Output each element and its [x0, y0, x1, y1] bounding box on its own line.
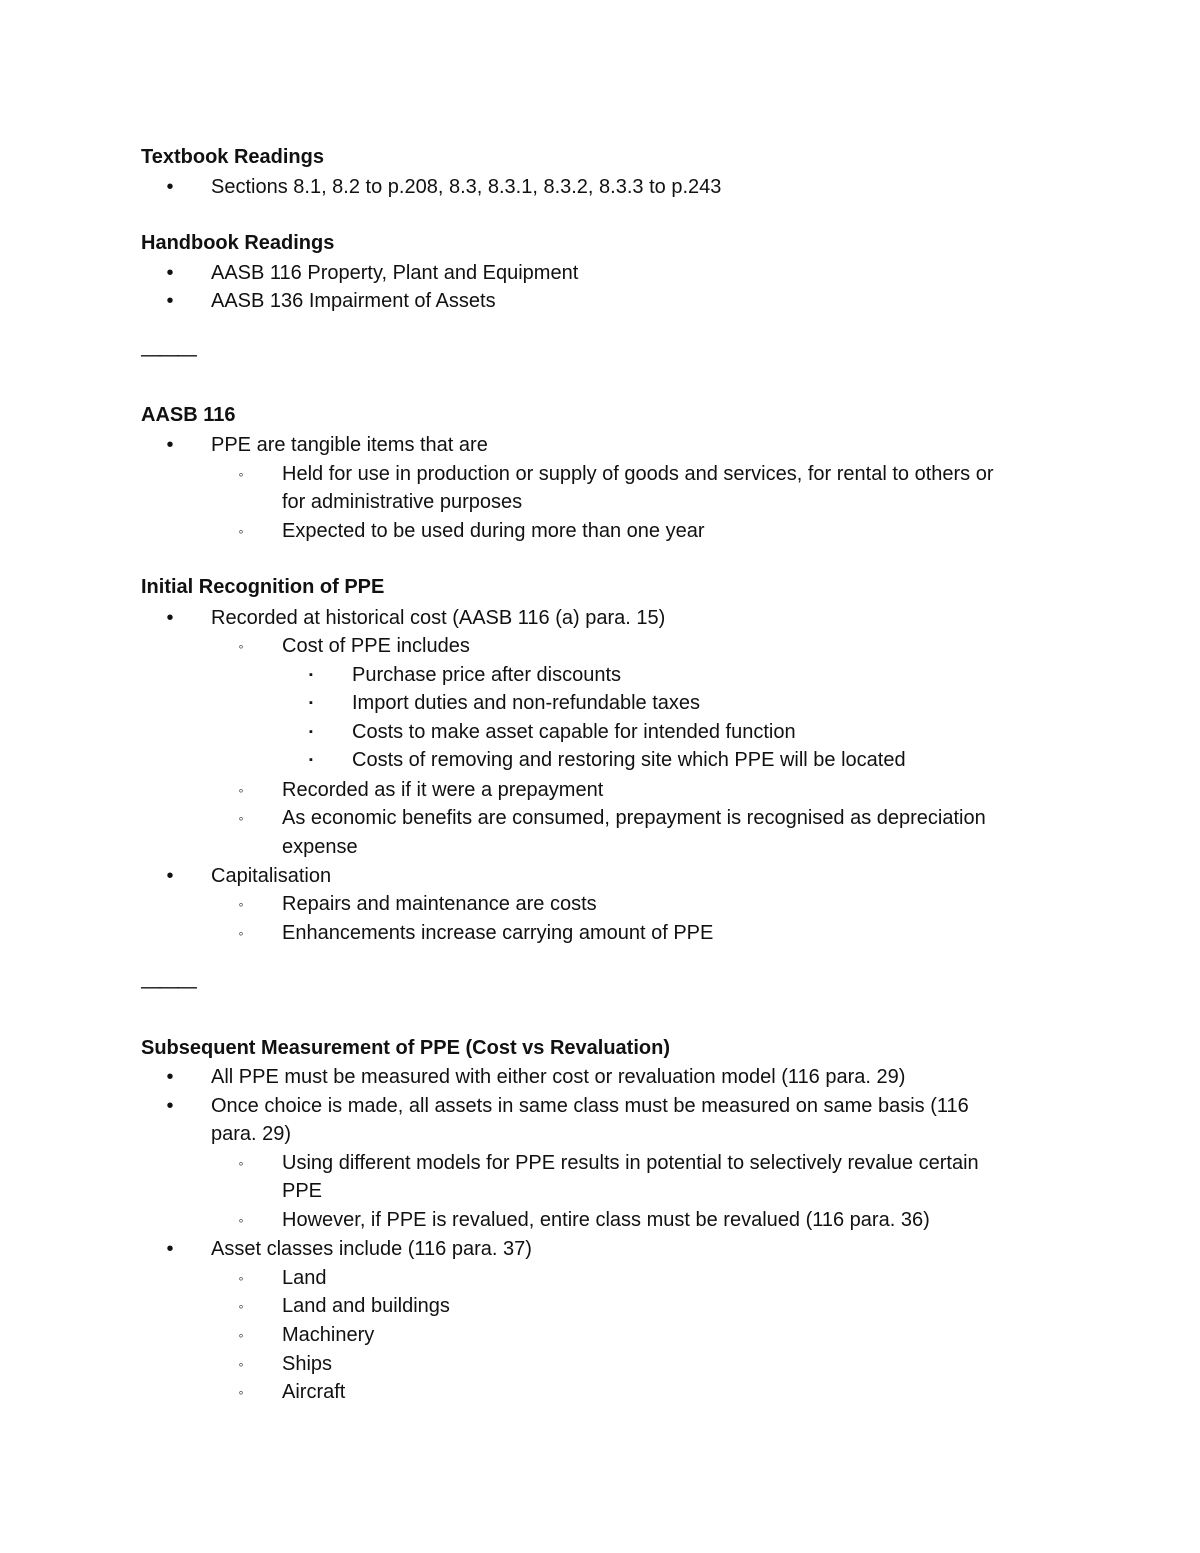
section-heading: AASB 116	[141, 404, 236, 426]
list-item	[0, 862, 1200, 890]
list-item	[0, 1350, 1200, 1378]
bullet-marker-icon: •	[166, 290, 174, 312]
list-item-text: expense	[282, 836, 358, 858]
bullet-marker-icon: •	[166, 865, 174, 887]
section-heading: Textbook Readings	[141, 146, 324, 168]
list-item-text: Enhancements increase carrying amount of PPE	[282, 922, 714, 944]
list-item-text: Costs to make asset capable for intended function	[352, 721, 796, 743]
bullet-marker-icon: •	[166, 176, 174, 198]
list-item	[0, 1206, 1200, 1234]
bullet-marker-icon: ◦	[238, 1298, 244, 1314]
bullet-marker-icon: •	[166, 434, 174, 456]
list-item	[0, 746, 1200, 774]
list-item-text: Capitalisation	[211, 865, 332, 887]
bullet-marker-icon: ◦	[238, 1356, 244, 1372]
list-item-text: PPE are tangible items that are	[211, 434, 488, 456]
bullet-marker-icon: ◦	[238, 896, 244, 912]
bullet-marker-icon: ◦	[238, 1384, 244, 1400]
list-item-text: AASB 136 Impairment of Assets	[211, 290, 496, 312]
list-item-text: Once choice is made, all assets in same class must be measured on same basis (116	[211, 1095, 969, 1117]
section-heading: Initial Recognition of PPE	[141, 576, 385, 598]
list-item	[0, 718, 1200, 746]
bullet-marker-icon: •	[166, 1238, 174, 1260]
section-divider: ———	[141, 976, 195, 998]
list-item-text: PPE	[282, 1180, 323, 1202]
bullet-marker-icon: •	[166, 262, 174, 284]
list-item	[0, 689, 1200, 717]
list-item	[0, 259, 1200, 287]
list-item	[0, 1378, 1200, 1406]
bullet-marker-icon: ◦	[238, 1212, 244, 1228]
bullet-marker-icon: ◦	[238, 1327, 244, 1343]
section-divider: ———	[141, 344, 195, 366]
list-item	[0, 1321, 1200, 1349]
list-item-continuation	[0, 833, 1200, 861]
bullet-marker-icon: ◦	[238, 810, 244, 826]
list-item-text: Land and buildings	[282, 1295, 450, 1317]
bullet-marker-icon: ◦	[238, 1155, 244, 1171]
list-item-continuation	[0, 1177, 1200, 1205]
list-item	[0, 1092, 1200, 1120]
bullet-marker-icon: ▪	[309, 697, 313, 709]
bullet-marker-icon: •	[166, 607, 174, 629]
bullet-marker-icon: ◦	[238, 466, 244, 482]
list-item-text: Purchase price after discounts	[352, 664, 622, 686]
list-item	[0, 604, 1200, 632]
list-item-text: Recorded at historical cost (AASB 116 (a) para. 15)	[211, 607, 666, 629]
list-item	[0, 460, 1200, 488]
list-item	[0, 1292, 1200, 1320]
list-item	[0, 919, 1200, 947]
list-item-text: Import duties and non-refundable taxes	[352, 692, 700, 714]
list-item-text: Costs of removing and restoring site which PPE will be located	[352, 749, 906, 771]
bullet-marker-icon: ◦	[238, 925, 244, 941]
list-item-text: Expected to be used during more than one year	[282, 520, 705, 542]
list-item	[0, 804, 1200, 832]
list-item	[0, 890, 1200, 918]
bullet-marker-icon: ▪	[309, 669, 313, 681]
list-item-text: Aircraft	[282, 1381, 346, 1403]
list-item-text: Land	[282, 1267, 327, 1289]
section-heading: Subsequent Measurement of PPE (Cost vs Revaluation)	[141, 1037, 670, 1059]
list-item-text: Sections 8.1, 8.2 to p.208, 8.3, 8.3.1, 8.3.2, 8.3.3 to p.243	[211, 176, 722, 198]
list-item-text: All PPE must be measured with either cost or revaluation model (116 para. 29)	[211, 1066, 906, 1088]
bullet-marker-icon: ◦	[238, 1270, 244, 1286]
list-item	[0, 1235, 1200, 1263]
list-item-text: Ships	[282, 1353, 333, 1375]
bullet-marker-icon: ◦	[238, 638, 244, 654]
list-item-text: As economic benefits are consumed, prepayment is recognised as depreciation	[282, 807, 986, 829]
section-heading: Handbook Readings	[141, 232, 335, 254]
list-item-text: Recorded as if it were a prepayment	[282, 779, 604, 801]
list-item	[0, 431, 1200, 459]
list-item-text: However, if PPE is revalued, entire class must be revalued (116 para. 36)	[282, 1209, 930, 1231]
list-item	[0, 517, 1200, 545]
bullet-marker-icon: •	[166, 1066, 174, 1088]
list-item	[0, 1149, 1200, 1177]
list-item	[0, 287, 1200, 315]
list-item-continuation	[0, 1120, 1200, 1148]
list-item-text: AASB 116 Property, Plant and Equipment	[211, 262, 579, 284]
list-item	[0, 1063, 1200, 1091]
bullet-marker-icon: ◦	[238, 782, 244, 798]
bullet-marker-icon: ▪	[309, 754, 313, 766]
list-item-continuation	[0, 488, 1200, 516]
bullet-marker-icon: ◦	[238, 523, 244, 539]
list-item	[0, 632, 1200, 660]
list-item	[0, 173, 1200, 201]
list-item-text: Repairs and maintenance are costs	[282, 893, 597, 915]
bullet-marker-icon: •	[166, 1095, 174, 1117]
list-item-text: Held for use in production or supply of goods and services, for rental to others or	[282, 463, 994, 485]
list-item-text: Machinery	[282, 1324, 375, 1346]
list-item	[0, 776, 1200, 804]
list-item	[0, 1264, 1200, 1292]
list-item-text: Using different models for PPE results in potential to selectively revalue certain	[282, 1152, 979, 1174]
bullet-marker-icon: ▪	[309, 726, 313, 738]
list-item-text: Cost of PPE includes	[282, 635, 470, 657]
list-item-text: para. 29)	[211, 1123, 292, 1145]
list-item-text: Asset classes include (116 para. 37)	[211, 1238, 532, 1260]
list-item	[0, 661, 1200, 689]
list-item-text: for administrative purposes	[282, 491, 523, 513]
